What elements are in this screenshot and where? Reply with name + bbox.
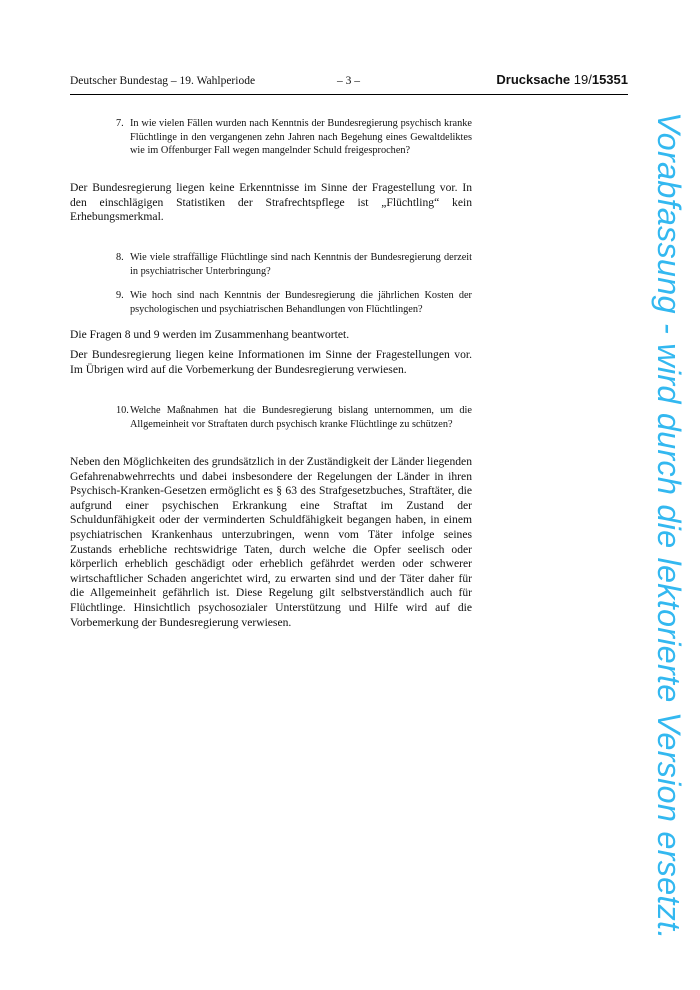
answer-8-9: Der Bundesregierung liegen keine Informationen im Sinne der Fragestellungen vor. Im Übrigen wird auf die Vorbemerkung der Bundesregierung verwiesen. [70, 348, 472, 376]
document-number-prefix: 19/ [573, 72, 592, 87]
question-text: Wie hoch sind nach Kenntnis der Bundesregierung die jährlichen Kosten der psychologischen und psychiatrischen Behandlungen von Flüchtlingen? [130, 290, 472, 315]
watermark-text: Vorabfassung - wird durch die lektorierte Version ersetzt. [651, 112, 687, 940]
question-number: 9. [116, 290, 124, 301]
page-number: – 3 – [337, 75, 360, 87]
question-8 [116, 251, 472, 278]
document-label: Drucksache [496, 72, 571, 87]
question-text: In wie vielen Fällen wurden nach Kenntnis der Bundesregierung psychisch kranke Flüchtlinge in den vergangenen zehn Jahren nach Begehung eines Gewaltdeliktes wie im Offenburger Fall wegen mangelnder Schuld freigesprochen? [130, 118, 472, 156]
answer-7: Der Bundesregierung liegen keine Erkenntnisse im Sinne der Fragestellung vor. In den einschlägigen Statistiken der Strafrechtspflege ist „Flüchtling“ kein Erhebungsmerkmal. [70, 181, 472, 224]
watermark-stamp [646, 112, 692, 940]
question-text: Welche Maßnahmen hat die Bundesregierung bislang unternommen, um die Allgemeinheit vor Straftaten durch psychisch kranke Flüchtlinge zu schützen? [130, 405, 472, 430]
answer-8-9-intro: Die Fragen 8 und 9 werden im Zusammenhang beantwortet. [70, 328, 350, 341]
question-number: 7. [116, 118, 124, 129]
question-text: Wie viele straffällige Flüchtlinge sind nach Kenntnis der Bundesregierung derzeit in psychiatrischer Unterbringung? [130, 252, 472, 277]
header-publication: Deutscher Bundestag – 19. Wahlperiode [70, 75, 256, 87]
question-9 [116, 289, 472, 316]
document-number [496, 72, 628, 87]
question-number: 8. [116, 252, 124, 263]
page-header [70, 72, 628, 95]
answer-10: Neben den Möglichkeiten des grundsätzlich in der Zuständigkeit der Länder liegenden Gefahrenabwehrrechts und dabei insbesondere der Regelungen der Länder in ihren Psychisch-Kranken-Gesetzen ermöglicht es § 63 des Strafgesetzbuches, Straftäter, die aufgrund einer psychischen Erkrankung eine Straftat im Zustand der Schuldunfähigkeit oder der verminderten Schuldfähigkeit begangen haben, in einem psychiatrischen Krankenhaus unterzubringen, wenn vom Täter infolge seines Zustands erhebliche rechtswidrige Taten, durch welche die Opfer seelisch oder körperlich erheblich geschädigt oder erheblich gefährdet werden oder schwerer wirtschaftlicher Schaden angerichtet wird, zu erwarten sind und der Täter daher für die Allgemeinheit gefährlich ist. Diese Regelung gilt selbstverständlich auch für Flüchtlinge. Hinsichtlich psychosozialer Unterstützung und Hilfe wird auf die Vorbemerkung der Bundesregierung verwiesen. [70, 455, 472, 629]
document-number-main: 15351 [591, 72, 628, 87]
question-number: 10. [116, 405, 129, 416]
question-10 [116, 404, 472, 431]
question-7 [116, 117, 472, 158]
